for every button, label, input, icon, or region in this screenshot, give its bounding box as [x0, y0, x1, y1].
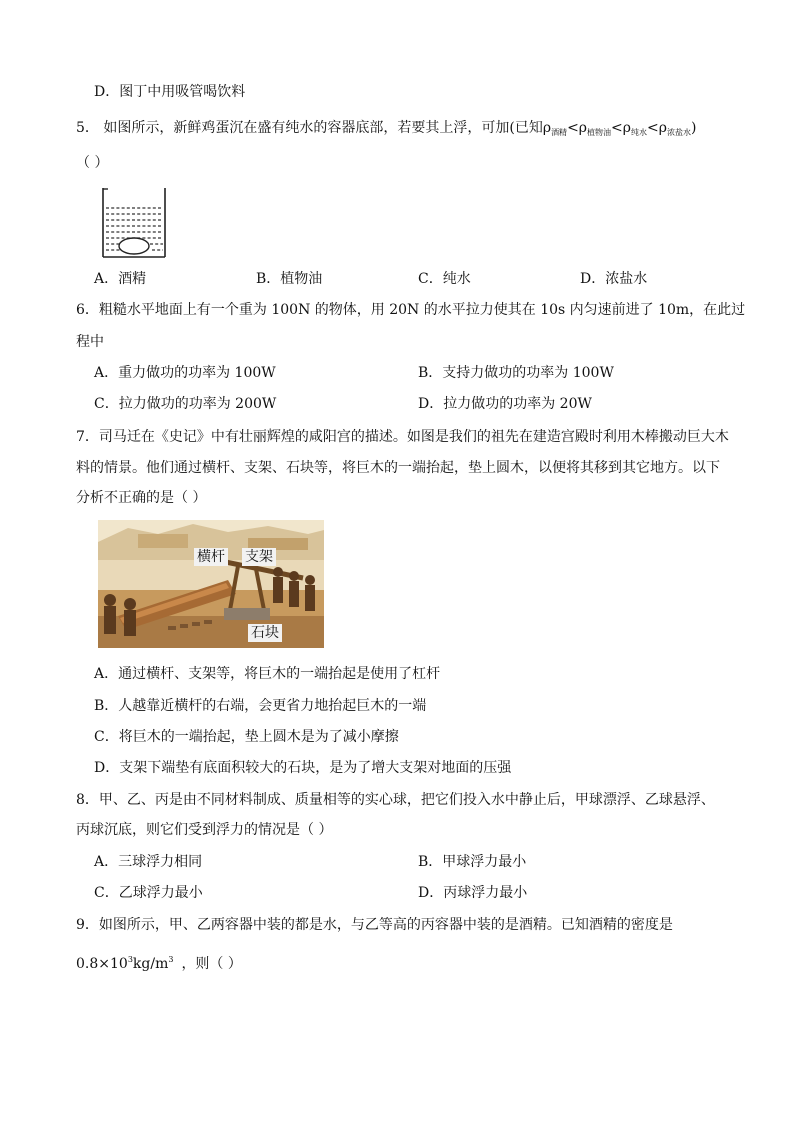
rho-symbol: ρ: [578, 120, 588, 136]
density-unit: kg/m: [132, 956, 169, 972]
q7-stem-line2: 料的情景。他们通过横杆、支架、石块等，将巨木的一端抬起，垫上圆木，以便将其移到其它地方。以下: [76, 460, 720, 476]
beaker-figure: [102, 188, 166, 258]
sub-brine: 浓盐水: [666, 128, 691, 137]
rho-symbol: ρ: [542, 120, 552, 136]
less-than: <: [611, 120, 623, 136]
q6-option-c: C．拉力做功的功率为 200W: [94, 396, 277, 412]
q4-option-d: D．图丁中用吸管喝饮料: [94, 84, 246, 100]
scene-drawing: [98, 520, 324, 648]
q5-stem-text: 5． 如图所示，新鲜鸡蛋沉在盛有纯水的容器底部，若要其上浮，可加(已知: [76, 120, 543, 136]
q8-stem-line1: 8．甲、乙、丙是由不同材料制成、质量相等的实心球，把它们投入水中静止后，甲球漂浮、乙球悬浮、: [76, 792, 715, 808]
q5-answer-blank: （ ）: [76, 155, 109, 171]
q7-stem-line3: 分析不正确的是（ ）: [76, 490, 207, 506]
less-than: <: [647, 120, 659, 136]
label-stone: 石块: [248, 624, 282, 642]
q6-option-a: A．重力做功的功率为 100W: [94, 365, 276, 381]
label-lever: 横杆: [194, 548, 228, 566]
sub-oil: 植物油: [587, 128, 612, 137]
q5-stem: [76, 118, 696, 143]
q6-option-b: B．支持力做功的功率为 100W: [418, 365, 614, 381]
label-support: 支架: [242, 548, 276, 566]
density-exponent: 3: [127, 955, 133, 964]
q5-option-b: B．植物油: [256, 271, 323, 287]
q7-option-c: C．将巨木的一端抬起，垫上圆木是为了减小摩擦: [94, 729, 399, 745]
sub-water: 纯水: [631, 128, 647, 137]
egg-shape: [119, 238, 149, 254]
rho-symbol: ρ: [658, 120, 667, 136]
q5-option-a: A．酒精: [94, 271, 147, 287]
q7-stem-line1: 7．司马迁在《史记》中有壮丽辉煌的咸阳宫的描述。如图是我们的祖先在建造宫殿时利用木棒搬动巨大木: [76, 429, 729, 445]
q8-option-d: D．丙球浮力最小: [418, 885, 528, 901]
palace-construction-illustration: [98, 520, 324, 648]
density-base: 0.8×10: [76, 956, 128, 972]
q8-option-b: B．甲球浮力最小: [418, 854, 527, 870]
q9-stem-line1: 9．如图所示，甲、乙两容器中装的都是水，与乙等高的丙容器中装的是酒精。已知酒精的密度是: [76, 917, 673, 933]
density-unit-exponent: 3: [168, 955, 174, 964]
q7-option-b: B．人越靠近横杆的右端，会更省力地抬起巨木的一端: [94, 698, 427, 714]
q9-density-line: [76, 950, 242, 974]
q8-stem-line2: 丙球沉底，则它们受到浮力的情况是（ ）: [76, 822, 333, 838]
rho-symbol: ρ: [622, 120, 631, 136]
less-than: <: [567, 120, 579, 136]
q9-stem-tail: ，则（ ）: [181, 956, 242, 972]
q6-stem-line1: 6．粗糙水平地面上有一个重为 100N 的物体，用 20N 的水平拉力使其在 10s 内匀速前进了 10m，在此过: [76, 302, 746, 318]
q5-option-d: D．浓盐水: [580, 271, 648, 287]
q6-stem-line2: 程中: [76, 334, 104, 350]
q5-option-c: C．纯水: [418, 271, 471, 287]
q8-option-c: C．乙球浮力最小: [94, 885, 203, 901]
q6-option-d: D．拉力做功的功率为 20W: [418, 396, 592, 412]
q7-option-a: A．通过横杆、支架等，将巨木的一端抬起是使用了杠杆: [94, 666, 441, 682]
q8-option-a: A．三球浮力相同: [94, 854, 203, 870]
q7-option-d: D．支架下端垫有底面积较大的石块，是为了增大支架对地面的压强: [94, 760, 512, 776]
sub-alcohol: 酒精: [551, 128, 568, 137]
close-paren: ): [690, 120, 697, 136]
